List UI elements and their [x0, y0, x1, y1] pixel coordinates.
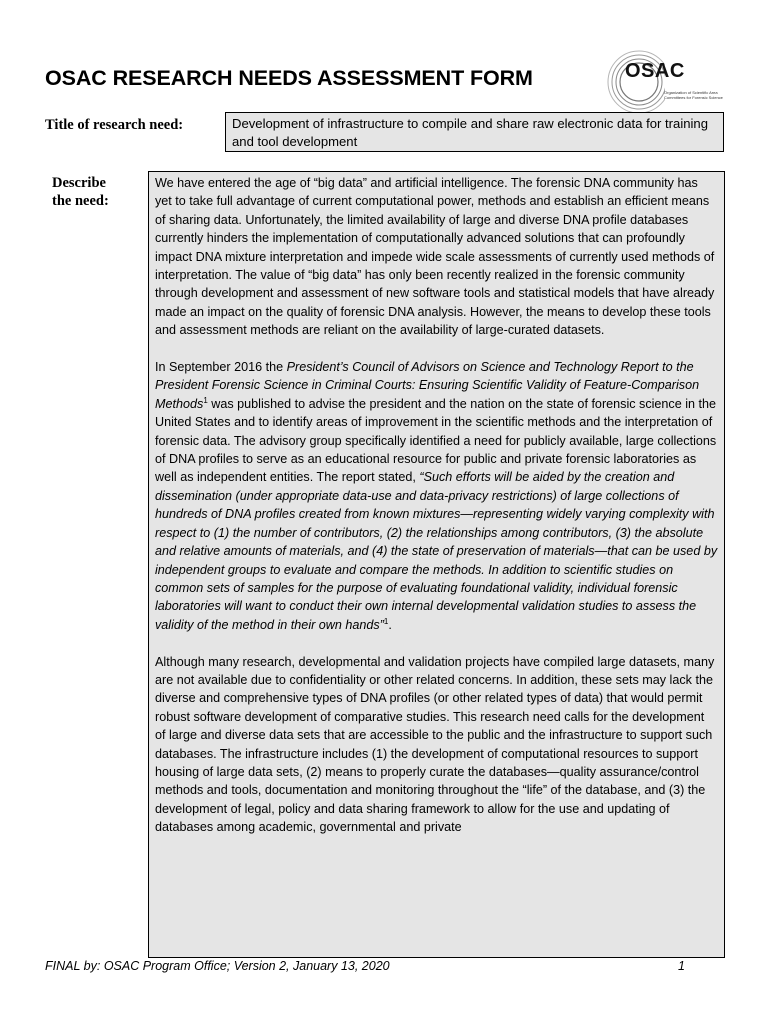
footnote-ref-2: 1	[383, 616, 389, 626]
footnote-ref-1: 1	[203, 395, 208, 405]
title-of-need-label: Title of research need:	[45, 117, 184, 133]
need-paragraph-3: Although many research, developmental and validation projects have compiled large datasets, many are not available due to confidentiality or other related concerns. In addition, these sets may lack the diverse and comprehensive types of DNA profiles (or other related types of data) that would permit robust software development of comparative studies. This research need calls for the development of large and diverse data sets that are accessible to the public and the infrastructure to support such databases. The infrastructure includes (1) the development of computational resources to support housing of large data sets, (2) means to properly curate the databases—quality assurance/control methods and tools, documentation and monitoring throughout the “life” of the database, and (3) the development of legal, policy and data sharing framework to allow for the use and updating of databases among academic, governmental and private	[155, 654, 715, 835]
pcast-quote: “Such efforts will be aided by the creation and dissemination (under appropriate data-use and data-privacy restrictions) of large collections of hundreds of DNA profiles created from known mixtures—representing widely varying complexity with respect to (1) the number of contributors, (2) the relationships among contributors, (3) the absolute and relative amounts of materials, and (4) the state of preservation of materials—that can be used by independent groups to evaluate and compare the methods. In addition to scientific studies on common sets of samples for the purpose of evaluating foundational validity, individual forensic laboratories will want to conduct their own internal developmental validation studies to assess the validity of the method in their own hands”	[155, 470, 718, 632]
need-paragraph-2	[155, 358, 718, 634]
page-title: OSAC RESEARCH NEEDS ASSESSMENT FORM	[45, 66, 533, 90]
osac-logo	[605, 48, 733, 116]
describe-need-field[interactable]	[148, 171, 725, 958]
p2-intro: In September 2016 the	[155, 360, 287, 375]
p2-body: was published to advise the president and the nation on the state of forensic science in the United States and to identify areas of improvement in the scientific methods and the interpretation of forensic data. The advisory group specifically identified a need for publicly available, large collections of DNA profiles to serve as an educational resource for public and private forensic laboratories as well as independent entities. The report stated,	[155, 396, 717, 485]
title-of-need-field[interactable]: Development of infrastructure to compile and share raw electronic data for training and tool development	[225, 112, 724, 152]
logo-subtext-line1: Organization of Scientific Area	[664, 90, 718, 95]
footer-version: FINAL by: OSAC Program Office; Version 2, January 13, 2020	[45, 959, 390, 973]
logo-wordmark: OSAC	[625, 60, 685, 82]
page-number: 1	[678, 959, 685, 973]
pcast-report-title: President’s Council of Advisors on Science and Technology Report to the President Forensic Science in Criminal Courts: Ensuring Scientific Validity of Feature-Comparison Methods	[155, 360, 700, 411]
need-paragraph-1: We have entered the age of “big data” and artificial intelligence. The forensic DNA community has yet to take full advantage of current computational power, methods and establish an efficient means of sharing data. Unfortunately, the limited availability of large and diverse DNA profile databases currently hinders the implementation of computationally advanced solutions that can profoundly impact DNA mixture interpretation and impede wide scale assessments of currently used methods of interpretation. The value of “big data” has only been recently realized in the forensic community through development and assessment of new software tools and statistical models that have already made an impact on the quality of forensic DNA analysis. However, the means to develop these tools and assessment methods are reliant on the availability of large-curated datasets.	[155, 176, 715, 338]
p2-end: .	[388, 617, 392, 632]
describe-need-label-line1: Describe	[52, 175, 106, 191]
describe-need-label-line2: the need:	[52, 193, 109, 209]
logo-subtext-line2: Committees for Forensic Science	[664, 95, 723, 100]
